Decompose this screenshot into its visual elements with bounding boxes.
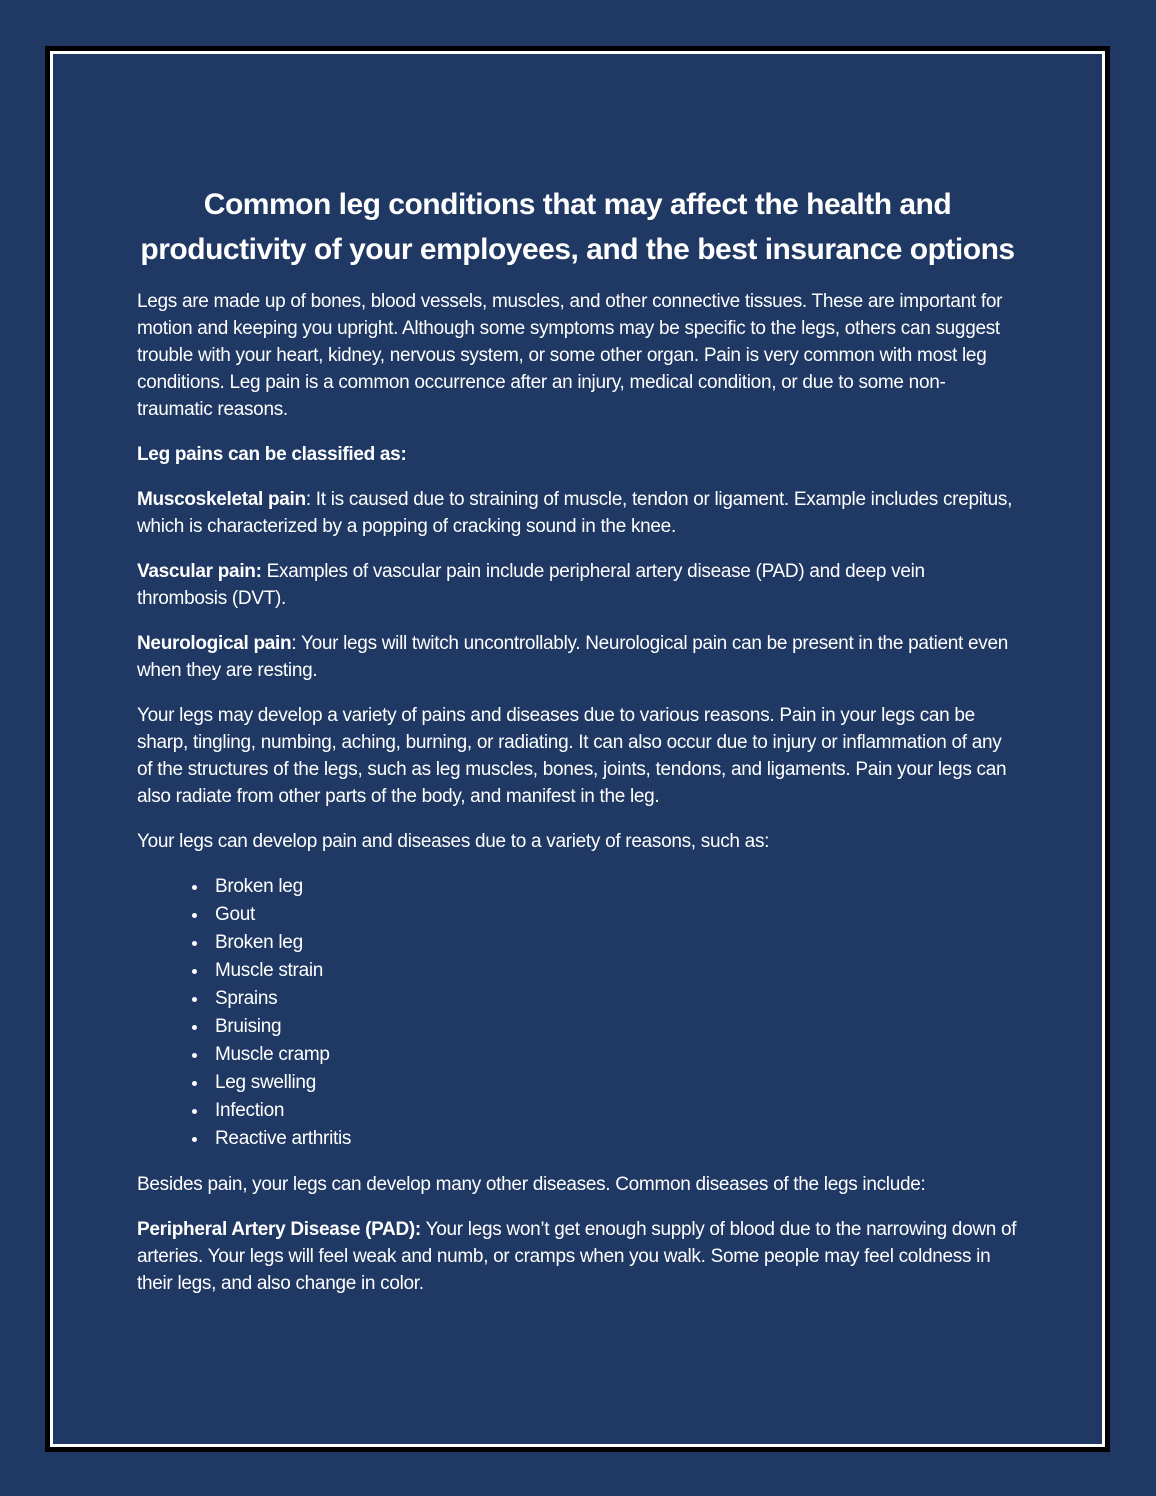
- document-content: [53, 54, 1102, 1297]
- document-title: Common leg conditions that may affect the health and productivity of your employees, and the best insurance options: [140, 188, 1015, 266]
- list-item: • Muscle strain: [209, 957, 1018, 985]
- peripheral-artery-disease-text: Your legs won’t get enough supply of blood due to the narrowing down of arteries. Your legs will feel weak and numb, or cramps when you walk. Some people may feel coldness in their legs, and also change in color.: [137, 1219, 1017, 1294]
- classification-heading: Leg pains can be classified as:: [137, 444, 407, 465]
- document-border-outer: [45, 46, 1110, 1452]
- list-item: • Sprains: [209, 985, 1018, 1013]
- reasons-intro: Your legs can develop pain and diseases due to a variety of reasons, such as:: [137, 831, 770, 852]
- vascular-pain-text: Examples of vascular pain include peripheral artery disease (PAD) and deep vein thrombosis (DVT).: [137, 561, 925, 609]
- list-item: • Gout: [209, 901, 1018, 929]
- paragraph-peripheral-artery-disease: [137, 1216, 1018, 1297]
- list-item: • Leg swelling: [209, 1069, 1018, 1097]
- list-item: • Reactive arthritis: [209, 1125, 1018, 1153]
- neurological-pain-text: : Your legs will twitch uncontrollably. Neurological pain can be present in the patient even when they are resting.: [137, 633, 1008, 681]
- vascular-pain-lead: Vascular pain:: [137, 561, 262, 582]
- reasons-list: [137, 873, 1018, 1153]
- list-item: • Bruising: [209, 1013, 1018, 1041]
- list-item: • Infection: [209, 1097, 1018, 1125]
- list-item: • Broken leg: [209, 929, 1018, 957]
- intro-paragraph: Legs are made up of bones, blood vessels, muscles, and other connective tissues. These are important for motion and keeping you upright. Although some symptoms may be specific to the legs, others can suggest trouble with your heart, kidney, nervous system, or some other organ. Pain is very common with most leg conditions. Leg pain is a common occurrence after an injury, medical condition, or due to some non-traumatic reasons.: [137, 291, 1003, 420]
- paragraph-neurological-pain: [137, 630, 1018, 684]
- neurological-pain-lead: Neurological pain: [137, 633, 292, 654]
- list-item: • Broken leg: [209, 873, 1018, 901]
- paragraph-musculoskeletal-pain: [137, 486, 1018, 540]
- musculoskeletal-pain-text: : It is caused due to straining of muscle, tendon or ligament. Example includes crepitus, which is characterized by a popping of cracking sound in the knee.: [137, 489, 1013, 537]
- document-border-inner: [50, 51, 1105, 1447]
- variety-paragraph: Your legs may develop a variety of pains and diseases due to various reasons. Pain in your legs can be sharp, tingling, numbing, aching, burning, or radiating. It can also occur due to injury or inflammation of any of the structures of the legs, such as leg muscles, bones, joints, tendons, and ligaments. Pain your legs can also radiate from other parts of the body, and manifest in the leg.: [137, 705, 1007, 807]
- musculoskeletal-pain-lead: Muscoskeletal pain: [137, 489, 306, 510]
- diseases-intro: Besides pain, your legs can develop many other diseases. Common diseases of the legs include:: [137, 1174, 926, 1195]
- list-item: • Muscle cramp: [209, 1041, 1018, 1069]
- peripheral-artery-disease-lead: Peripheral Artery Disease (PAD):: [137, 1219, 421, 1240]
- paragraph-vascular-pain: [137, 558, 1018, 612]
